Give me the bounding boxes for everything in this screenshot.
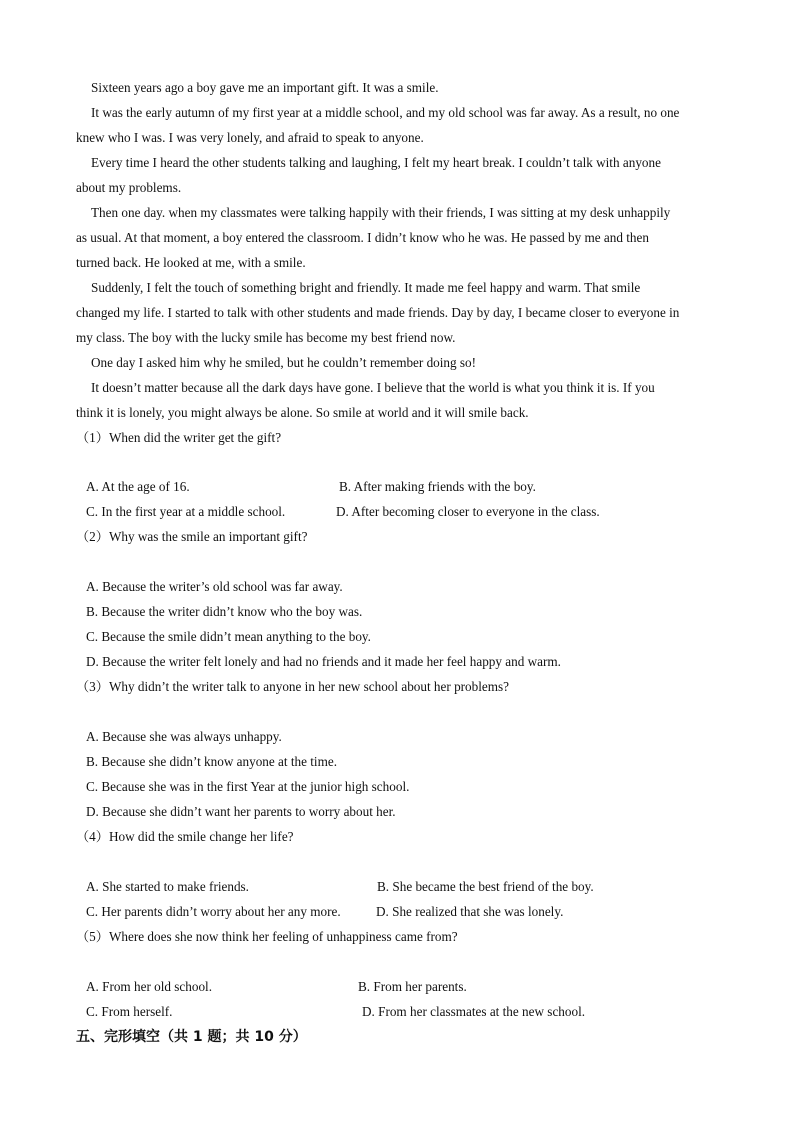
passage-line: about my problems. (76, 180, 182, 195)
question-label: （3）Why didn’t the writer talk to anyone in her new school about her problems? (76, 679, 510, 694)
question-label: （2）Why was the smile an important gift? (76, 529, 308, 544)
option-d: D. After becoming closer to everyone in the class. (336, 504, 600, 519)
question-label: （1）When did the writer get the gift? (76, 430, 282, 445)
section-heading: 五、完形填空（共 1 题；共 10 分） (76, 1029, 307, 1045)
question-label: （5）Where does she now think her feeling of unhappiness came from? (76, 929, 458, 944)
passage-line: It doesn’t matter because all the dark days have gone. I believe that the world is what you think it is. If you (91, 380, 655, 395)
option-c: C. Her parents didn’t worry about her any more. (86, 904, 341, 919)
option-d: D. She realized that she was lonely. (376, 904, 564, 919)
option-b: B. Because she didn’t know anyone at the time. (86, 754, 337, 769)
question-label: （4）How did the smile change her life? (76, 829, 294, 844)
passage-line: It was the early autumn of my first year at a middle school, and my old school was far away. As a result, no one (91, 105, 680, 120)
option-b: B. After making friends with the boy. (339, 479, 536, 494)
passage-line: One day I asked him why he smiled, but he couldn’t remember doing so! (91, 355, 477, 370)
option-d: D. From her classmates at the new school. (362, 1004, 586, 1019)
option-a: A. From her old school. (86, 979, 213, 994)
option-b: B. She became the best friend of the boy. (377, 879, 594, 894)
passage-line: Then one day. when my classmates were talking happily with their friends, I was sitting at my desk unhappily (91, 205, 671, 220)
passage-line: turned back. He looked at me, with a smile. (76, 255, 306, 270)
option-c: C. Because the smile didn’t mean anything to the boy. (86, 629, 371, 644)
option-b: B. From her parents. (358, 979, 467, 994)
passage-line: as usual. At that moment, a boy entered the classroom. I didn’t know who he was. He passed by me and then (76, 230, 649, 245)
passage-line: knew who I was. I was very lonely, and afraid to speak to anyone. (76, 130, 424, 145)
passage-line: Suddenly, I felt the touch of something bright and friendly. It made me feel happy and warm. That smile (91, 280, 641, 295)
option-a: A. Because she was always unhappy. (86, 729, 282, 744)
passage-line: Sixteen years ago a boy gave me an important gift. It was a smile. (91, 80, 439, 95)
option-a: A. Because the writer’s old school was far away. (86, 579, 343, 594)
passage-line: think it is lonely, you might always be alone. So smile at world and it will smile back. (76, 405, 529, 420)
passage-line: Every time I heard the other students talking and laughing, I felt my heart break. I couldn’t talk with anyone (91, 155, 661, 170)
option-d: D. Because she didn’t want her parents to worry about her. (86, 804, 396, 819)
option-d: D. Because the writer felt lonely and had no friends and it made her feel happy and warm. (86, 654, 561, 669)
option-a: A. At the age of 16. (86, 479, 190, 494)
option-c: C. In the first year at a middle school. (86, 504, 286, 519)
option-a: A. She started to make friends. (86, 879, 249, 894)
option-c: C. From herself. (86, 1004, 173, 1019)
option-b: B. Because the writer didn’t know who the boy was. (86, 604, 363, 619)
option-c: C. Because she was in the first Year at the junior high school. (86, 779, 410, 794)
passage-line: changed my life. I started to talk with other students and made friends. Day by day, I became closer to everyone in (76, 305, 680, 320)
passage-line: my class. The boy with the lucky smile has become my best friend now. (76, 330, 456, 345)
